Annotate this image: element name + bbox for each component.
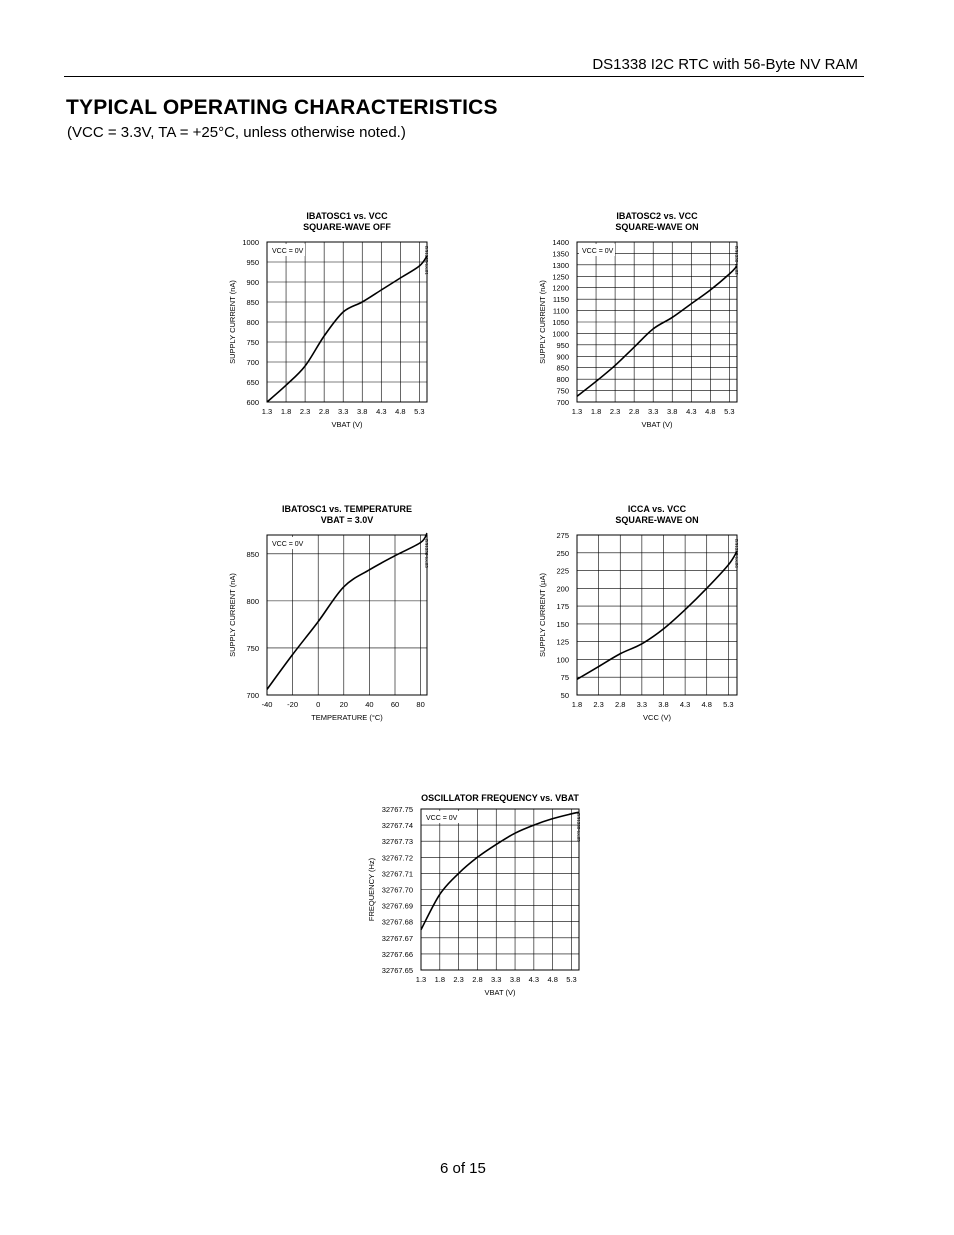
y-tick-label: 225 [556,566,569,576]
x-tick-label: 60 [390,700,400,709]
x-tick-label: 0 [316,700,321,709]
x-tick-label: 3.3 [636,700,648,709]
test-conditions: (VCC = 3.3V, TA = +25°C, unless otherwise noted.) [67,124,406,141]
chart-oscillator-frequency-vs-vbat [360,785,610,1010]
y-tick-label: 200 [556,584,569,594]
x-tick-label: 3.8 [509,975,521,984]
annotation-label: VCC = 0V [582,248,614,255]
x-tick-label: 1.8 [571,700,583,709]
header-divider [64,76,864,77]
y-tick-label: 32767.72 [381,853,413,863]
y-tick-label: 850 [556,363,569,373]
x-tick-label: 1.3 [261,407,273,416]
x-tick-label: 3.3 [491,975,502,984]
x-tick-label: 3.8 [357,407,368,416]
y-tick-label: 1050 [552,318,569,327]
chart-title-line: IBATOSC1 vs. VCC [306,211,388,221]
y-tick-label: 32767.75 [381,805,413,814]
y-tick-label: 950 [246,258,259,267]
x-tick-label: 4.8 [705,407,716,416]
figure-code: DS1338-toc03 [424,539,429,568]
plot-frame [577,535,737,695]
y-tick-label: 800 [556,375,569,385]
y-tick-label: 1100 [552,306,569,316]
x-tick-label: 4.8 [395,407,406,416]
x-tick-label: 5.3 [566,975,577,984]
x-tick-label: 3.3 [337,407,349,416]
chart-title-line: VBAT = 3.0V [320,515,374,525]
x-tick-label: 5.3 [414,407,425,416]
y-tick-label: 50 [560,691,569,700]
x-tick-label: 4.3 [686,407,697,416]
y-tick-label: 1200 [552,283,569,293]
x-tick-label: 4.3 [528,975,540,984]
y-tick-label: 250 [556,548,569,558]
y-tick-label: 32767.65 [381,966,413,975]
y-tick-label: 175 [556,602,569,612]
y-tick-label: 150 [556,619,569,629]
y-tick-label: 32767.74 [381,821,413,831]
x-tick-label: 1.8 [590,407,602,416]
x-tick-label: 4.8 [701,700,712,709]
chart-title-line: ICCA vs. VCC [627,504,687,514]
x-tick-label: 3.8 [667,407,678,416]
series-line [421,812,579,930]
y-tick-label: 750 [246,338,259,347]
y-tick-label: 750 [246,643,259,653]
x-tick-label: 4.3 [679,700,691,709]
x-tick-label: 2.8 [472,975,483,984]
x-tick-label: 3.8 [658,700,669,709]
y-tick-label: 1350 [552,249,569,259]
y-tick-label: 800 [246,596,259,606]
plot-frame [267,535,427,695]
y-tick-label: 32767.71 [381,869,413,879]
y-tick-label: 800 [246,318,259,327]
series-line [577,266,737,396]
annotation-label: VCC = 0V [426,815,458,822]
x-axis-label: VCC (V) [643,713,671,722]
x-axis-label: VBAT (V) [484,988,516,997]
chart-title-line: SQUARE-WAVE ON [615,222,699,232]
x-tick-label: 2.3 [593,700,604,709]
x-tick-label: -40 [261,700,273,709]
y-axis-label: SUPPLY CURRENT (nA) [228,280,237,364]
figure-code: DS1338-toc05 [576,813,581,842]
x-tick-label: 2.8 [615,700,626,709]
y-tick-label: 1400 [552,238,569,247]
y-tick-label: 275 [556,531,569,540]
x-axis-label: VBAT (V) [641,420,673,429]
y-tick-label: 1000 [242,238,259,247]
y-tick-label: 950 [556,340,569,350]
page-number: 6 of 15 [440,1160,486,1177]
x-tick-label: 4.8 [547,975,558,984]
x-tick-label: 5.3 [723,700,734,709]
chart-title-line: IBATOSC1 vs. TEMPERATURE [281,504,413,514]
x-tick-label: 80 [416,700,425,709]
document-header-title: DS1338 I2C RTC with 56-Byte NV RAM [592,56,858,73]
chart-ibatosc2-vs-vcc [530,205,770,440]
y-tick-label: 1150 [552,295,569,305]
y-axis-label: SUPPLY CURRENT (µA) [538,573,547,657]
y-tick-label: 1250 [552,272,569,282]
y-tick-label: 75 [560,673,569,683]
chart-icca-vs-vcc [530,498,770,733]
y-tick-label: 1300 [552,260,569,270]
y-tick-label: 100 [556,655,569,665]
y-tick-label: 32767.68 [381,917,413,927]
x-tick-label: -20 [287,700,299,709]
y-tick-label: 850 [246,549,259,559]
y-tick-label: 900 [246,278,259,287]
y-tick-label: 700 [246,691,259,700]
y-tick-label: 600 [246,398,259,407]
chart-title-line: OSCILLATOR FREQUENCY vs. VBAT [421,793,579,803]
figure-code: DS1338-toc01 [424,246,429,275]
y-axis-label: SUPPLY CURRENT (nA) [538,280,547,364]
y-tick-label: 900 [556,352,569,362]
y-tick-label: 700 [246,358,259,367]
x-tick-label: 2.8 [628,407,640,416]
y-tick-label: 32767.69 [381,901,413,911]
x-tick-label: 1.3 [571,407,583,416]
x-tick-label: 40 [365,700,374,709]
y-tick-label: 1000 [552,329,569,339]
figure-code: DS1338-toc02 [734,246,739,275]
y-tick-label: 750 [556,386,569,396]
y-tick-label: 650 [246,378,259,387]
chart-ibatosc1-vs-temperature [220,498,460,733]
x-tick-label: 1.8 [280,407,292,416]
y-tick-label: 32767.66 [381,949,413,959]
annotation-label: VCC = 0V [272,541,304,548]
x-tick-label: 2.3 [453,975,464,984]
y-axis-label: SUPPLY CURRENT (nA) [228,573,237,657]
y-tick-label: 125 [556,637,569,647]
x-tick-label: 2.3 [299,407,311,416]
x-tick-label: 1.3 [415,975,427,984]
x-axis-label: TEMPERATURE (°C) [311,713,383,722]
x-tick-label: 3.3 [647,407,659,416]
annotation-label: VCC = 0V [272,248,304,255]
series-line [267,533,427,689]
chart-title-line: SQUARE-WAVE ON [615,515,699,525]
figure-code: DS1338-toc04 [734,539,739,568]
chart-title-line: SQUARE-WAVE OFF [303,222,391,232]
section-title: TYPICAL OPERATING CHARACTERISTICS [66,96,498,119]
y-tick-label: 32767.67 [381,933,413,943]
chart-ibatosc1-vs-vcc [220,205,460,440]
x-tick-label: 2.3 [609,407,621,416]
x-tick-label: 2.8 [318,407,330,416]
y-tick-label: 700 [556,398,569,407]
series-line [267,256,427,402]
chart-title-line: IBATOSC2 vs. VCC [616,211,698,221]
y-tick-label: 32767.70 [381,885,413,895]
y-tick-label: 32767.73 [381,837,413,847]
x-tick-label: 20 [339,700,348,709]
x-tick-label: 5.3 [724,407,735,416]
y-tick-label: 850 [246,298,259,307]
x-axis-label: VBAT (V) [331,420,363,429]
y-axis-label: FREQUENCY (Hz) [367,857,376,922]
x-tick-label: 1.8 [434,975,446,984]
x-tick-label: 4.3 [376,407,387,416]
